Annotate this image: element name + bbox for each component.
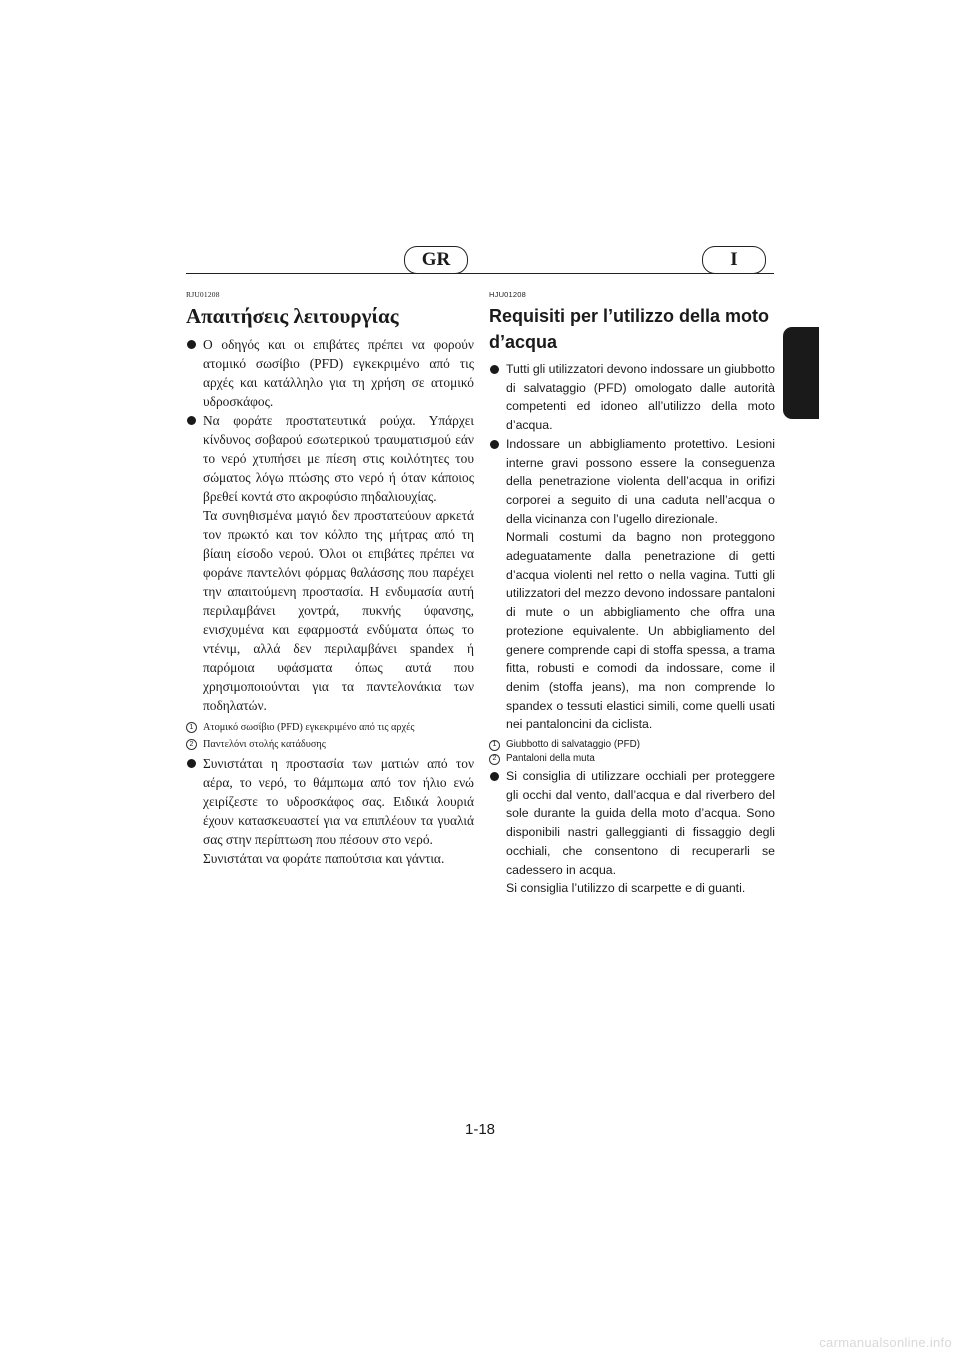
bullet-text: Tutti gli utilizzatori devono indossare un giubbotto di salvataggio (PFD) omologato dalle autorità competenti ed idoneo all’utilizzo della moto d’acqua. (506, 362, 775, 433)
language-badge-italian: I (702, 246, 766, 274)
legend-item (489, 739, 775, 751)
legend-text: Giubbotto di salvataggio (PFD) (506, 739, 640, 751)
header-rule (186, 273, 774, 274)
legend-number-icon: 2 (489, 754, 500, 765)
bullet-text: Να φοράτε προστατευτικά ρούχα. Υπάρχει κίνδυνος σοβαρού εσωτερικού τραυματισμού εάν το νερό χτυπήσει με πίεση στις κοιλότητες του σώματος λόγω πτώσης στο νερό ή όταν κάποιος βρεθεί κοντά στο ακροφύσιο πηδαλιουχίας. (203, 413, 474, 504)
bullet-dot-icon (490, 772, 499, 781)
legend-item (489, 753, 775, 765)
paragraph: Normali costumi da bagno non proteggono adeguatamente dalla penetrazione di getti d’acqua violenti nel retto o nella vagina. Tutti gli utilizzatori del mezzo devono indossare pantaloni di mute o un abbigliamento che offra una protezione equivalente. Un abbigliamento del genere comprende capi di stoffa spessa, a trama fitta, robusti e comodi da indossare, come il denim (stoffa jeans), ma non comprende lo spandex o tessuti elastici simili, come quelli usati nei pantaloncini da ciclista. (506, 530, 775, 732)
legend-number-icon: 2 (186, 739, 197, 750)
bullet-dot-icon (490, 440, 499, 449)
bullet-text: Indossare un abbigliamento protettivo. Lesioni interne gravi possono essere la conseguenza della penetrazione violenta dell’acqua in orifizi corporei a seguito di una caduta nell’acqua o della vicinanza con l’ugello direzionale. (506, 436, 775, 526)
watermark: carmanualsonline.info (819, 1335, 952, 1350)
legend-number-icon: 1 (489, 740, 500, 751)
section-code-greek: RJU01208 (186, 290, 220, 299)
bullet-item (186, 335, 474, 411)
bullet-item (186, 411, 474, 506)
legend-text: Παντελόνι στολής κατάδυσης (203, 739, 326, 750)
legend-item (186, 720, 474, 735)
italian-column (489, 290, 775, 898)
section-title-italian: Requisiti per l’utilizzo della moto d’acqua (489, 306, 770, 352)
bullet-text: Ο οδηγός και οι επιβάτες πρέπει να φορούν ατομικό σωσίβιο (PFD) εγκεκριμένο από τις αρχές και κατάλληλο για τη χρήση σε ατομικό υδροσκάφος. (203, 337, 474, 409)
bullet-dot-icon (187, 759, 196, 768)
bullet-dot-icon (490, 365, 499, 374)
legend-number-icon: 1 (186, 722, 197, 733)
section-code-italian: HJU01208 (489, 290, 527, 299)
legend-text: Ατομικό σωσίβιο (PFD) εγκεκριμένο από τις αρχές (203, 722, 415, 733)
bullet-item (489, 435, 775, 529)
bullet-dot-icon (187, 416, 196, 425)
bullet-item (489, 360, 775, 435)
section-title-greek: Απαιτήσεις λειτουργίας (186, 304, 399, 328)
section-side-tab (783, 327, 819, 419)
legend-item (186, 737, 474, 752)
bullet-item (489, 767, 775, 879)
paragraph: Si consiglia l’utilizzo di scarpette e di guanti. (506, 881, 746, 896)
bullet-item (186, 754, 474, 849)
paragraph: Τα συνηθισμένα μαγιό δεν προστατεύουν αρκετά τον πρωκτό και τον κόλπο της μήτρας από τη βίαιη είσοδο νερού. Όλοι οι επιβάτες πρέπει να φοράνε παντελόνι φόρμας θαλάσσης που παρέχει την απαιτούμενη προστασία. Η ενδυμασία αυτή περιλαμβάνει χοντρά, πυκνής ύφανσης, ενισχυμένα και εφαρμοστά ενδύματα όπως το ντένιμ, αλλά δεν περιλαμβάνει spandex ή παρόμοια υφάσματα όπως αυτά που χρησιμοποιούνται για τα παντελονάκια των ποδηλατών. (203, 508, 474, 713)
page-header (186, 246, 774, 280)
page-number: 1-18 (464, 1121, 496, 1138)
greek-column (186, 290, 474, 868)
paragraph: Συνιστάται να φοράτε παπούτσια και γάντια. (203, 851, 445, 866)
legend-text: Pantaloni della muta (506, 753, 595, 765)
bullet-text: Si consiglia di utilizzare occhiali per proteggere gli occhi dal vento, dall’acqua e dal riverbero del sole durante la guida della moto d’acqua. Sono disponibili nastri galleggianti di fissaggio degli occhiali, che consentono di recuperarli se cadessero in acqua. (506, 769, 775, 877)
language-badge-greek: GR (404, 246, 468, 274)
bullet-text: Συνιστάται η προστασία των ματιών από τον αέρα, το νερό, το θάμπωμα από τον ήλιο ενώ χειρίζεστε το υδροσκάφος σας. Ειδικά λουριά έχουν κατασκευαστεί για να επιπλέουν τα γυαλιά σας στην περίπτωση που πέσουν στο νερό. (203, 756, 474, 847)
bullet-dot-icon (187, 340, 196, 349)
